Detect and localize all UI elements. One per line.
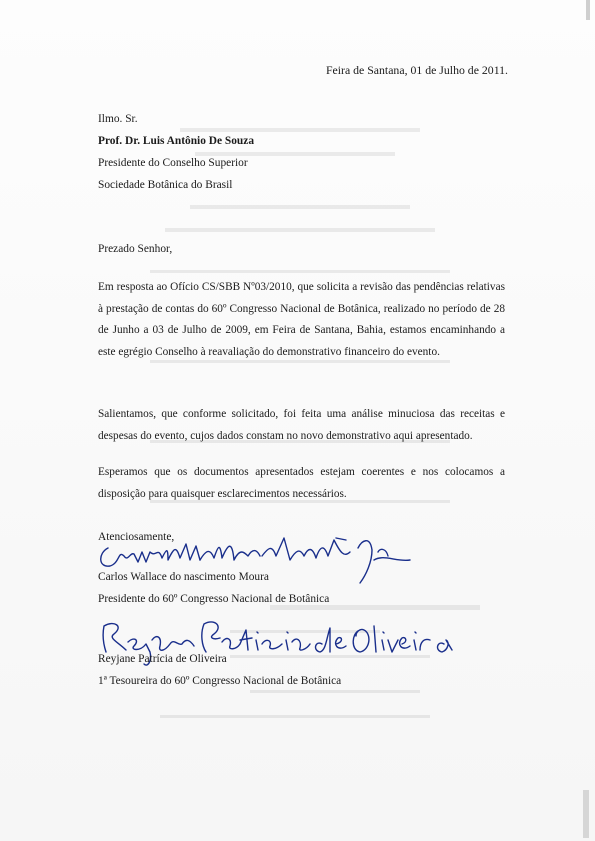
recipient-salutation: Ilmo. Sr. [98,113,138,125]
scan-edge-mark [583,790,589,838]
body-paragraph: Esperamos que os documentos apresentados estejam coerentes e nos colocamos a disposição para quaisquer esclarecimentos necessários. [98,466,505,500]
body-paragraph: Em resposta ao Ofício CS/SBB Nº03/2010, que solicita a revisão das pendências relativas à prestação de contas do 60º Congresso Nacional de Botânica, realizado no período de 28 de Junho a 03 de Julho de 2009, em Feira de Santana, Bahia, estamos encaminhando a este egrégio Conselho à reavaliação do demonstrativo financeiro do evento. [98,281,505,358]
scan-edge-mark [586,0,590,20]
recipient-organization: Sociedade Botânica do Brasil [98,179,233,191]
recipient-position: Presidente do Conselho Superior [98,157,248,169]
signatory-name: Carlos Wallace do nascimento Moura [98,571,269,583]
signatory-role: Presidente do 60º Congresso Nacional de Botânica [98,593,330,605]
body-paragraph: Salientamos, que conforme solicitado, foi feita uma análise minuciosa das receitas e despesas do evento, cujos dados constam no novo demonstrativo aqui apresentado. [98,408,505,442]
place-date: Feira de Santana, 01 de Julho de 2011. [325,63,508,77]
signatory-name: Reyjane Patrícia de Oliveira [98,653,227,665]
signatory-role: 1ª Tesoureira do 60º Congresso Nacional de Botânica [98,675,342,687]
greeting: Prezado Senhor, [98,243,173,255]
recipient-name: Prof. Dr. Luis Antônio De Souza [98,135,255,147]
closing: Atenciosamente, [98,531,175,543]
